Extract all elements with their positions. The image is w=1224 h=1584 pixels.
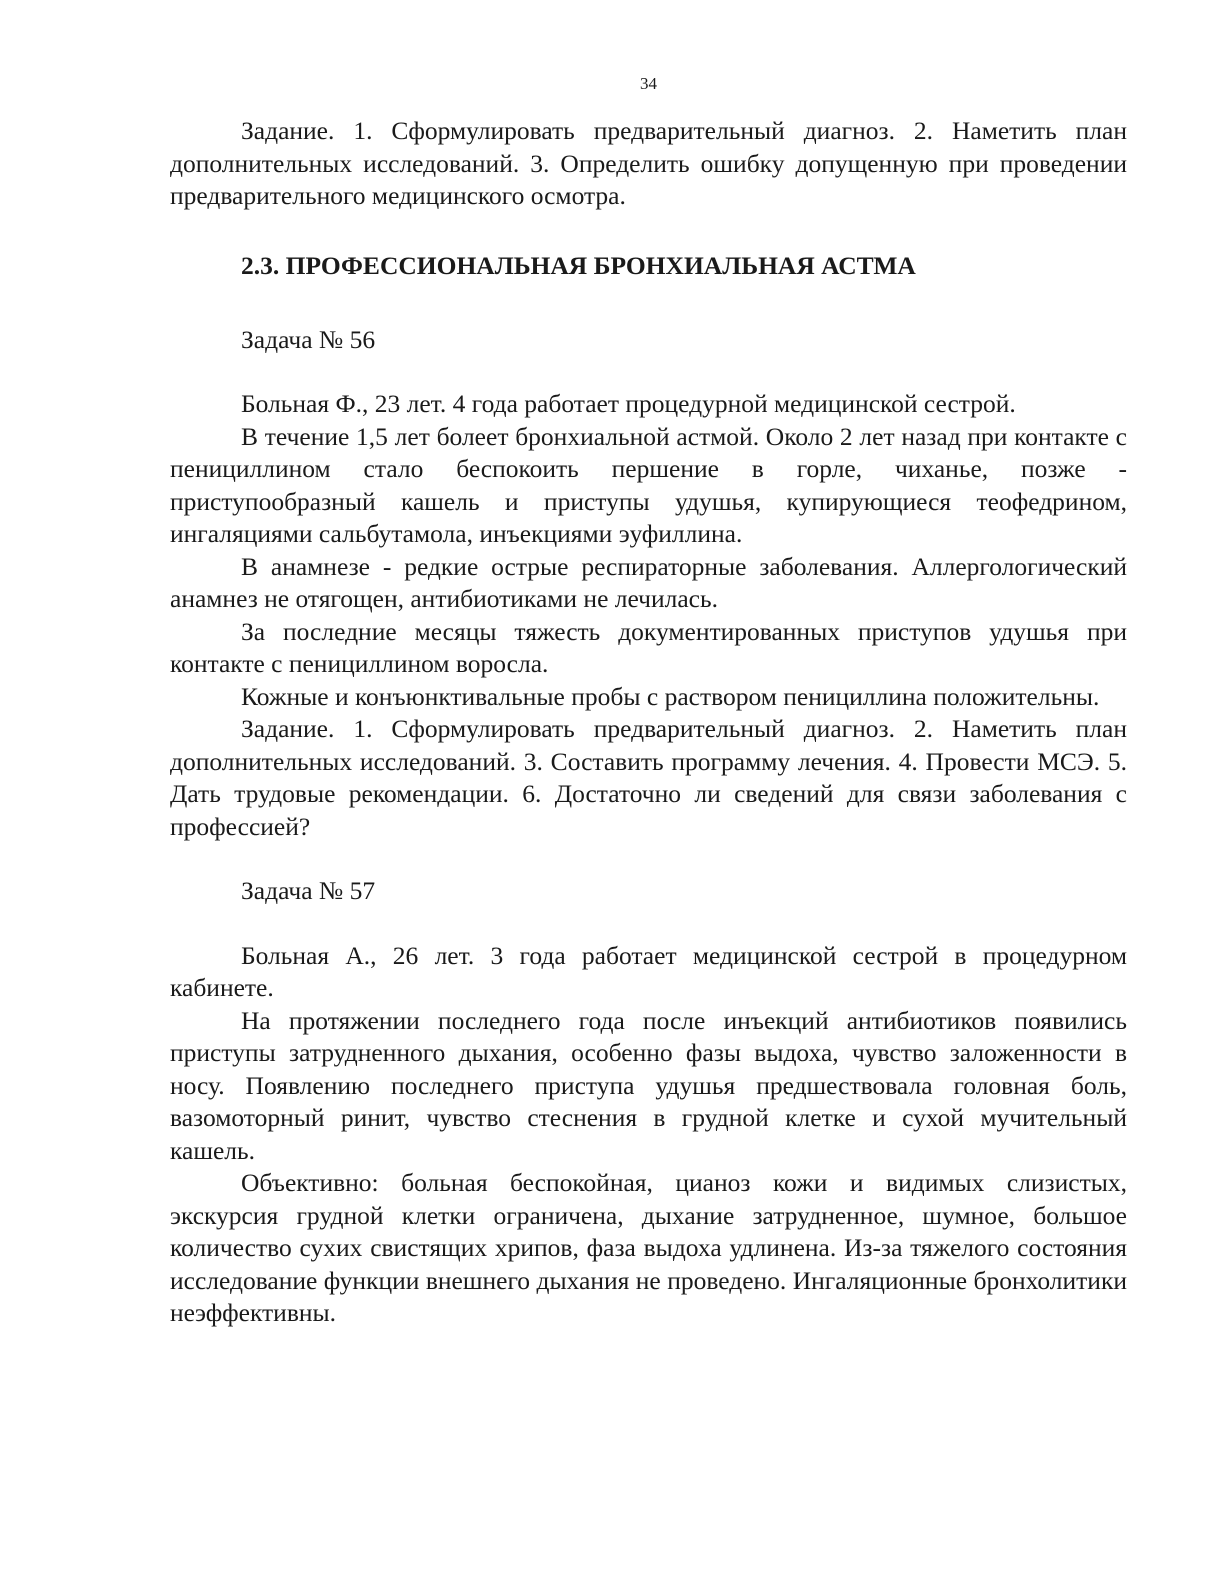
task-56-paragraph: В анамнезе - редкие острые респираторные заболевания. Аллергологический анамнез не отягощен, антибиотиками не лечилась. (170, 551, 1127, 613)
page-content (170, 115, 1127, 1330)
task-56-paragraph: В течение 1,5 лет болеет бронхиальной астмой. Около 2 лет назад при контакте с пенициллином стало беспокоить першение в горле, чиханье, позже - приступообразный кашель и приступы удушья, купирующиеся теофедрином, ингаляциями сальбутамола, инъекциями эуфиллина. (170, 421, 1127, 548)
task-57-paragraph: Объективно: больная беспокойная, цианоз кожи и видимых слизистых, экскурсия грудной клетки ограничена, дыхание затрудненное, шумное, большое количество сухих свистящих хрипов, фаза выдоха удлинена. Из-за тяжелого состояния исследование функции внешнего дыхания не проведено. Ингаляционные бронхолитики неэффективны. (170, 1168, 1127, 1327)
page-number: 34 (640, 74, 657, 93)
task-57-paragraph: На протяжении последнего года после инъекций антибиотиков появились приступы затрудненного дыхания, особенно фазы выдоха, чувство заложенности в носу. Появлению последнего приступа удушья предшествовала головная боль, вазомоторный ринит, чувство стеснения в грудной клетке и сухой мучительный кашель. (170, 1005, 1127, 1165)
task-56-paragraph: Больная Ф., 23 лет. 4 года работает процедурной медицинской сестрой. (241, 389, 1016, 418)
task-57-paragraph: Больная А., 26 лет. 3 года работает медицинской сестрой в процедурном кабинете. (170, 940, 1127, 1002)
document-page (170, 0, 1127, 1584)
task-56-paragraph: За последние месяцы тяжесть документированных приступов удушья при контакте с пенициллином воросла. (170, 616, 1127, 678)
section-heading: 2.3. ПРОФЕССИОНАЛЬНАЯ БРОНХИАЛЬНАЯ АСТМА (241, 250, 916, 280)
task-56-title: Задача № 56 (241, 324, 376, 354)
task-56-assignment: Задание. 1. Сформулировать предварительный диагноз. 2. Наметить план дополнительных исследований. 3. Составить программу лечения. 4. Провести МСЭ. 5. Дать трудовые рекомендации. 6. Достаточно ли сведений для связи заболевания с профессией? (170, 714, 1127, 841)
task-57-title: Задача № 57 (241, 876, 376, 905)
intro-task-paragraph: Задание. 1. Сформулировать предварительный диагноз. 2. Наметить план дополнительных исследований. 3. Определить ошибку допущенную при проведении предварительного медицинского осмотра. (170, 116, 1127, 210)
task-56-paragraph: Кожные и конъюнктивальные пробы с раствором пенициллина положительны. (241, 681, 1100, 711)
